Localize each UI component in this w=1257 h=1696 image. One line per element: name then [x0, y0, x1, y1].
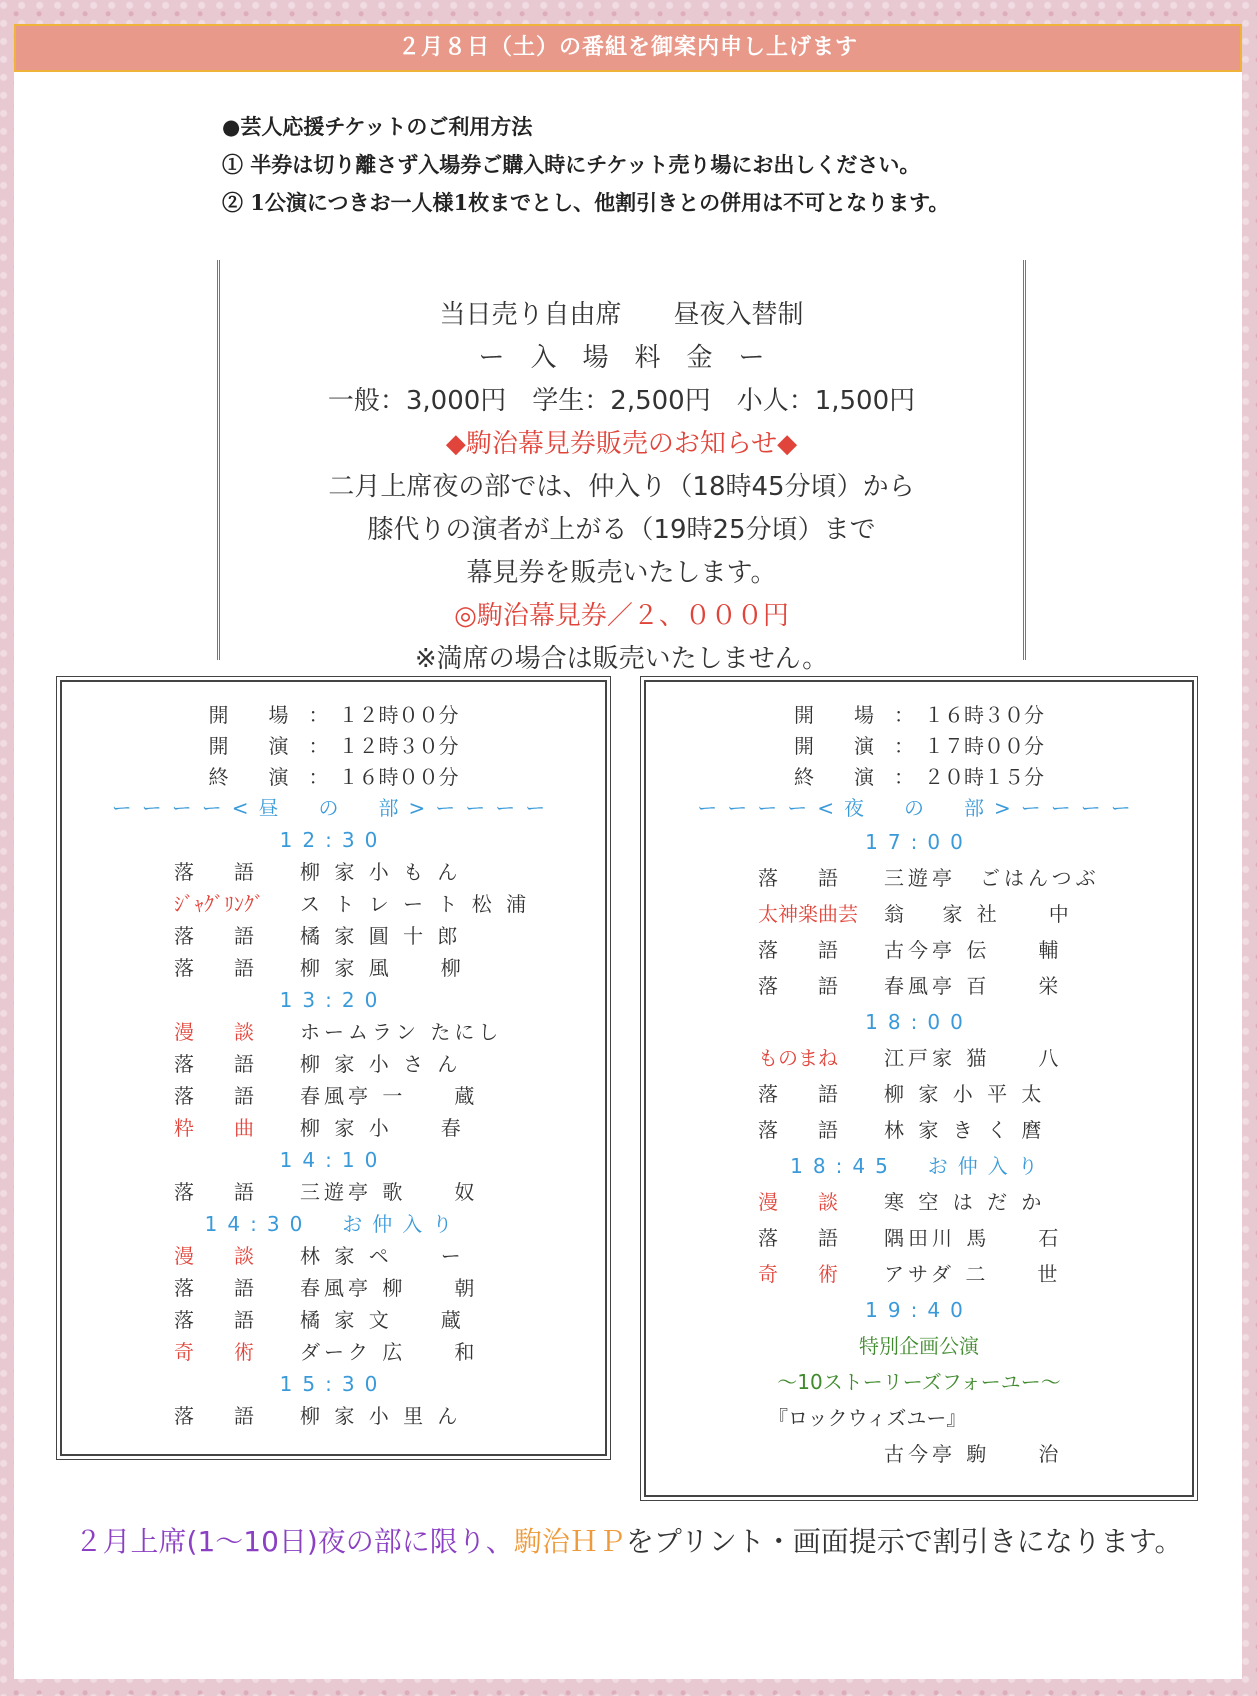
performer-category: 落 語	[174, 860, 254, 884]
night-special-title: 『ロックウィズユー』	[768, 1406, 967, 1430]
performer-name: ダーク 広 和	[300, 1340, 479, 1364]
performer-category: 落 語	[758, 938, 838, 962]
performer-name: 橘 家 文 蔵	[300, 1308, 465, 1332]
admission-info	[217, 260, 1026, 674]
komaji-hp-link[interactable]: 駒治ＨＰ	[513, 1525, 626, 1558]
performer-row	[62, 1304, 605, 1336]
day-time-slot: 13:20	[279, 988, 388, 1012]
performer-category: 漫 談	[174, 1244, 254, 1268]
performer-name: 江戸家 猫 八	[884, 1046, 1063, 1070]
performer-row	[62, 1080, 605, 1112]
fee-prices: 一般：3,000円 学生：2,500円 小人：1,500円	[327, 386, 916, 416]
performer-category: 落 語	[174, 1180, 254, 1204]
performer-row	[62, 1176, 605, 1208]
performer-row	[646, 896, 1192, 932]
performer-category: 落 語	[174, 1084, 254, 1108]
performer-category: 落 語	[758, 974, 838, 998]
performer-row	[646, 932, 1192, 968]
performer-category: 奇 術	[758, 1262, 838, 1286]
support-rule-1: ① 半券は切り離さず入場券ご購入時にチケット売り場にお出しください。	[222, 152, 921, 177]
performer-row	[62, 952, 605, 984]
performer-name: 柳 家 小 も ん	[300, 860, 462, 884]
night-special-event: 特別企画公演	[859, 1334, 979, 1358]
performer-category: 落 語	[758, 1118, 838, 1142]
performer-category: 漫 談	[758, 1190, 838, 1214]
performer-row	[646, 968, 1192, 1004]
performer-name: アサダ 二 世	[884, 1262, 1062, 1286]
performer-row	[646, 1184, 1192, 1220]
day-schedule-time: 終 演 ： １６時００分	[208, 765, 459, 789]
night-program-box	[644, 680, 1194, 1497]
performer-name: 翁 家 社 中	[884, 902, 1073, 926]
support-ticket-section	[222, 108, 1042, 222]
fee-heading: ー 入 場 料 金 ー	[478, 343, 765, 373]
performer-category: 落 語	[174, 956, 254, 980]
full-house-note: ※満席の場合は販売いたしません。	[414, 644, 829, 674]
performer-name: 三遊亭 ごはんつぶ	[884, 866, 1100, 890]
support-rule-2: ② 1公演につきお一人様1枚までとし、他割引きとの併用は不可となります。	[222, 190, 950, 215]
day-section-header: ーーーー<昼 の 部>ーーーー	[111, 796, 556, 820]
performer-row	[646, 1040, 1192, 1076]
performer-name: 柳 家 小 春	[300, 1116, 465, 1140]
night-schedule-time: 開 場 ： １６時３０分	[794, 703, 1044, 727]
discount-note-rest: をプリント・画面提示で割引きになります。	[625, 1525, 1183, 1558]
performer-row	[62, 1240, 605, 1272]
performer-name: 柳 家 風 柳	[300, 956, 465, 980]
performer-category: 落 語	[174, 1404, 254, 1428]
performer-name: 柳 家 小 里 ん	[300, 1404, 462, 1428]
day-time-slot: 12:30	[279, 828, 388, 852]
performer-category: 落 語	[174, 1308, 254, 1332]
performer-category: 落 語	[758, 1226, 838, 1250]
night-time-slot: 18:00	[865, 1010, 973, 1034]
performer-category: 落 語	[174, 924, 254, 948]
makumi-line-1: 二月上席夜の部では、仲入り（18時45分頃）から	[328, 472, 915, 502]
performer-row	[646, 1112, 1192, 1148]
performer-row	[62, 1336, 605, 1368]
day-schedule-time: 開 場 ： １２時００分	[208, 703, 459, 727]
night-time-slot: 18:45 お仲入り	[790, 1154, 1048, 1178]
performer-category: 奇 術	[174, 1340, 254, 1364]
performer-name: 三遊亭 歌 奴	[300, 1180, 479, 1204]
performer-name: 柳 家 小 さ ん	[300, 1052, 462, 1076]
night-special-event: 〜10ストーリーズフォーユー〜	[777, 1370, 1061, 1394]
performer-row	[646, 1436, 1192, 1472]
performer-row	[646, 1256, 1192, 1292]
makumi-line-3: 幕見券を販売いたします。	[466, 558, 777, 588]
makumi-notice-title: ◆駒治幕見券販売のお知らせ◆	[445, 429, 798, 459]
night-schedule-time: 開 演 ： １７時００分	[794, 734, 1044, 758]
performer-category: 落 語	[758, 1082, 838, 1106]
performer-row	[646, 1076, 1192, 1112]
performer-name: 橘 家 圓 十 郎	[300, 924, 462, 948]
performer-row	[62, 1016, 605, 1048]
day-schedule-time: 開 演 ： １２時３０分	[208, 734, 459, 758]
performer-row	[62, 1400, 605, 1432]
performer-name: 春風亭 百 栄	[884, 974, 1063, 998]
performer-row	[62, 856, 605, 888]
performer-category: 漫 談	[174, 1020, 254, 1044]
performer-category: ｼﾞｬｸﾞﾘﾝｸﾞ	[174, 892, 264, 916]
performer-name: 古今亭 伝 輔	[884, 938, 1063, 962]
performer-category: ものまね	[758, 1046, 838, 1070]
seating-note: 当日売り自由席 昼夜入替制	[439, 300, 804, 330]
support-title: ●芸人応援チケットのご利用方法	[222, 114, 533, 139]
performer-name: ス ト レ ー ト 松 浦	[300, 892, 531, 916]
performer-row	[62, 1272, 605, 1304]
day-time-slot: 14:30 お仲入り	[204, 1212, 463, 1236]
page-title-banner: ２月８日（土）の番組を御案内申し上げます	[14, 24, 1242, 72]
performer-category: 粋 曲	[174, 1116, 254, 1140]
performer-name: 寒 空 は だ か	[884, 1190, 1046, 1214]
performer-name: 春風亭 柳 朝	[300, 1276, 479, 1300]
performer-name: 隅田川 馬 石	[884, 1226, 1063, 1250]
discount-note-period: ２月上席(1〜10日)夜の部に限り、	[74, 1525, 514, 1558]
day-time-slot: 14:10	[279, 1148, 388, 1172]
performer-name: 古今亭 駒 治	[884, 1442, 1063, 1466]
performer-row	[646, 1220, 1192, 1256]
performer-row	[646, 860, 1192, 896]
day-program-box	[60, 680, 607, 1456]
performer-row	[62, 1112, 605, 1144]
makumi-price: ◎駒治幕見券／２、０００円	[454, 601, 789, 631]
performer-name: ホームラン たにし	[300, 1020, 503, 1044]
performer-name: 柳 家 小 平 太	[884, 1082, 1046, 1106]
performer-row	[62, 888, 605, 920]
night-time-slot: 17:00	[865, 830, 973, 854]
performer-category: 落 語	[758, 866, 838, 890]
performer-row	[646, 1400, 1192, 1436]
performer-row	[62, 920, 605, 952]
performer-row	[62, 1048, 605, 1080]
night-schedule-time: 終 演 ： ２０時１５分	[794, 765, 1044, 789]
performer-name: 林 家 ペ ー	[300, 1244, 465, 1268]
night-time-slot: 19:40	[865, 1298, 973, 1322]
discount-note	[60, 1520, 1197, 1564]
performer-name: 春風亭 一 蔵	[300, 1084, 479, 1108]
performer-name: 林 家 き く 麿	[884, 1118, 1046, 1142]
day-time-slot: 15:30	[279, 1372, 388, 1396]
performer-category: 落 語	[174, 1276, 254, 1300]
performer-category: 太神楽曲芸	[758, 902, 858, 926]
makumi-line-2: 膝代りの演者が上がる（19時25分頃）まで	[367, 515, 876, 545]
night-section-header: ーーーー<夜 の 部>ーーーー	[697, 796, 1141, 820]
performer-category: 落 語	[174, 1052, 254, 1076]
